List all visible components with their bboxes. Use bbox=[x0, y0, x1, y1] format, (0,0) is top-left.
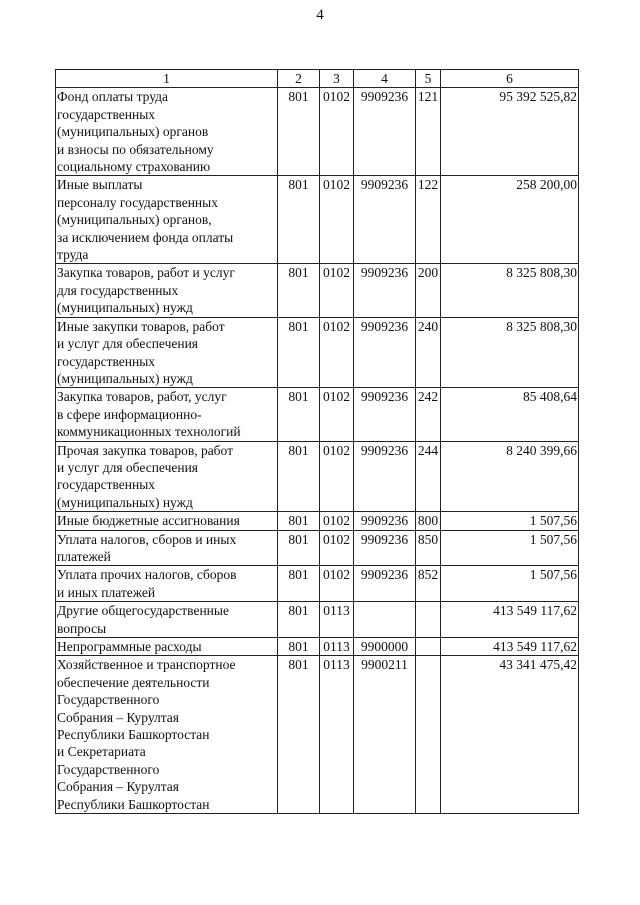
ministry-code: 801 bbox=[278, 566, 320, 602]
table-row bbox=[56, 317, 579, 388]
ministry-code: 801 bbox=[278, 176, 320, 264]
section-code: 0102 bbox=[320, 176, 354, 264]
target-article-code: 9909236 bbox=[354, 441, 416, 512]
header-col-4: 4 bbox=[354, 70, 416, 88]
page-number: 4 bbox=[316, 7, 324, 23]
expense-type-code: 852 bbox=[416, 566, 441, 602]
amount: 1 507,56 bbox=[441, 512, 579, 530]
amount: 413 549 117,62 bbox=[441, 638, 579, 656]
target-article-code: 9909236 bbox=[354, 530, 416, 566]
expense-name: Закупка товаров, работ, услуг в сфере информационно- коммуникационных технологий bbox=[56, 388, 278, 441]
amount: 1 507,56 bbox=[441, 566, 579, 602]
table-row bbox=[56, 264, 579, 317]
section-code: 0113 bbox=[320, 638, 354, 656]
ministry-code: 801 bbox=[278, 602, 320, 638]
table-row bbox=[56, 656, 579, 814]
expense-name: Уплата налогов, сборов и иных платежей bbox=[56, 530, 278, 566]
section-code: 0102 bbox=[320, 512, 354, 530]
amount: 1 507,56 bbox=[441, 530, 579, 566]
ministry-code: 801 bbox=[278, 88, 320, 176]
target-article-code bbox=[354, 602, 416, 638]
expense-type-code bbox=[416, 602, 441, 638]
expense-name: Уплата прочих налогов, сборов и иных платежей bbox=[56, 566, 278, 602]
section-code: 0113 bbox=[320, 656, 354, 814]
table-row bbox=[56, 176, 579, 264]
ministry-code: 801 bbox=[278, 656, 320, 814]
expense-type-code: 200 bbox=[416, 264, 441, 317]
target-article-code: 9909236 bbox=[354, 388, 416, 441]
table-row bbox=[56, 566, 579, 602]
header-col-3: 3 bbox=[320, 70, 354, 88]
expense-type-code: 244 bbox=[416, 441, 441, 512]
table-row bbox=[56, 638, 579, 656]
expense-type-code bbox=[416, 638, 441, 656]
amount: 8 325 808,30 bbox=[441, 264, 579, 317]
amount: 85 408,64 bbox=[441, 388, 579, 441]
section-code: 0102 bbox=[320, 264, 354, 317]
ministry-code: 801 bbox=[278, 441, 320, 512]
section-code: 0102 bbox=[320, 317, 354, 388]
expense-name: Иные выплаты персоналу государственных (муниципальных) органов, за исключением фонда оплаты труда bbox=[56, 176, 278, 264]
expense-name: Непрограммные расходы bbox=[56, 638, 278, 656]
table-row bbox=[56, 530, 579, 566]
expense-name: Хозяйственное и транспортное обеспечение деятельности Государственного Собрания – Курултая Республики Башкортостан и Секретариата Государственного Собрания – Курултая Республики Башкортостан bbox=[56, 656, 278, 814]
target-article-code: 9900211 bbox=[354, 656, 416, 814]
target-article-code: 9909236 bbox=[354, 566, 416, 602]
amount: 258 200,00 bbox=[441, 176, 579, 264]
header-row bbox=[56, 70, 579, 88]
target-article-code: 9909236 bbox=[354, 264, 416, 317]
header-col-5: 5 bbox=[416, 70, 441, 88]
table-row bbox=[56, 88, 579, 176]
expense-type-code: 240 bbox=[416, 317, 441, 388]
target-article-code: 9909236 bbox=[354, 88, 416, 176]
expense-name: Закупка товаров, работ и услуг для государственных (муниципальных) нужд bbox=[56, 264, 278, 317]
section-code: 0102 bbox=[320, 566, 354, 602]
header-col-6: 6 bbox=[441, 70, 579, 88]
ministry-code: 801 bbox=[278, 388, 320, 441]
expense-name: Иные закупки товаров, работ и услуг для обеспечения государственных (муниципальных) нужд bbox=[56, 317, 278, 388]
section-code: 0102 bbox=[320, 88, 354, 176]
section-code: 0102 bbox=[320, 530, 354, 566]
section-code: 0102 bbox=[320, 441, 354, 512]
expense-type-code bbox=[416, 656, 441, 814]
section-code: 0102 bbox=[320, 388, 354, 441]
target-article-code: 9900000 bbox=[354, 638, 416, 656]
amount: 8 240 399,66 bbox=[441, 441, 579, 512]
target-article-code: 9909236 bbox=[354, 176, 416, 264]
ministry-code: 801 bbox=[278, 530, 320, 566]
table-body bbox=[56, 88, 579, 814]
header-col-2: 2 bbox=[278, 70, 320, 88]
expense-type-code: 121 bbox=[416, 88, 441, 176]
budget-table bbox=[55, 69, 579, 814]
expense-name: Иные бюджетные ассигнования bbox=[56, 512, 278, 530]
ministry-code: 801 bbox=[278, 512, 320, 530]
target-article-code: 9909236 bbox=[354, 512, 416, 530]
expense-name: Фонд оплаты труда государственных (муниципальных) органов и взносы по обязательному социальному страхованию bbox=[56, 88, 278, 176]
expense-name: Другие общегосударственные вопросы bbox=[56, 602, 278, 638]
target-article-code: 9909236 bbox=[354, 317, 416, 388]
amount: 413 549 117,62 bbox=[441, 602, 579, 638]
table-row bbox=[56, 441, 579, 512]
ministry-code: 801 bbox=[278, 264, 320, 317]
table-row bbox=[56, 388, 579, 441]
amount: 43 341 475,42 bbox=[441, 656, 579, 814]
expense-type-code: 850 bbox=[416, 530, 441, 566]
amount: 8 325 808,30 bbox=[441, 317, 579, 388]
ministry-code: 801 bbox=[278, 638, 320, 656]
expense-type-code: 242 bbox=[416, 388, 441, 441]
ministry-code: 801 bbox=[278, 317, 320, 388]
expense-type-code: 800 bbox=[416, 512, 441, 530]
expense-name: Прочая закупка товаров, работ и услуг для обеспечения государственных (муниципальных) нужд bbox=[56, 441, 278, 512]
amount: 95 392 525,82 bbox=[441, 88, 579, 176]
expense-type-code: 122 bbox=[416, 176, 441, 264]
header-col-1: 1 bbox=[56, 70, 278, 88]
table-row bbox=[56, 602, 579, 638]
table-row bbox=[56, 512, 579, 530]
section-code: 0113 bbox=[320, 602, 354, 638]
